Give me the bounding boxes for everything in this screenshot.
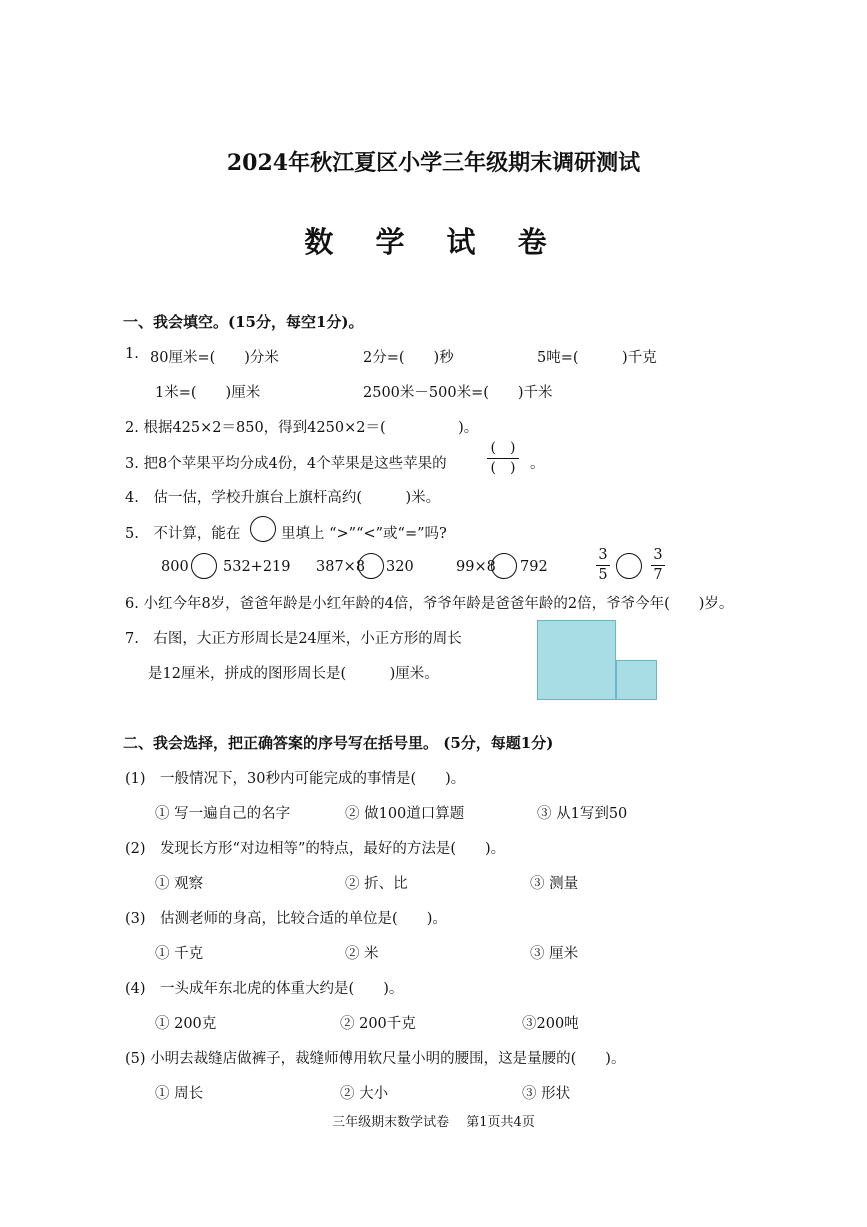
q1-item-e: 2500米－500米=( )千米 [363, 385, 553, 401]
mc3-option-1: ① 千克 [155, 946, 204, 962]
q5-fraction-a [596, 547, 610, 584]
q6-text: 6. 小红今年8岁，爸爸年龄是小红年龄的4倍，爷爷年龄是爸爸年龄的2倍，爷爷今年( )岁。 [125, 596, 734, 612]
q1-item-c: 5吨=( )千克 [537, 350, 657, 366]
q5-item1-circle[interactable] [191, 553, 217, 579]
q5-item3-right: 792 [520, 559, 548, 575]
q1-item-a: 80厘米=( )分米 [150, 350, 279, 366]
mc2-option-2: ② 折、比 [345, 876, 408, 892]
mc1-option-3: ③ 从1写到50 [537, 806, 628, 822]
mc4-option-1: ① 200克 [155, 1016, 217, 1032]
q5-item3-circle[interactable] [491, 553, 517, 579]
mc3-option-3: ③ 厘米 [530, 946, 579, 962]
q3-frac-bar [487, 458, 519, 459]
q5-frac-b-num: 3 [653, 547, 663, 563]
q5-item2-left: 387×8 [316, 559, 366, 575]
q5-pre: 5. 不计算，能在 [125, 526, 241, 542]
mc5-option-1: ① 周长 [155, 1086, 204, 1102]
section1-heading: 一、我会填空。(15分，每空1分)。 [123, 313, 364, 331]
exam-title: 2024年秋江夏区小学三年级期末调研测试 [226, 150, 641, 176]
q5-frac-b-den: 7 [653, 567, 663, 583]
q5-frac-a-den: 5 [598, 567, 608, 583]
q3-frac-top: ( ) [490, 440, 516, 456]
q1-number: 1. [125, 346, 139, 362]
q5-sample-circle [250, 516, 276, 542]
q7-big-square [537, 620, 616, 700]
q3-frac-bottom: ( ) [490, 460, 516, 476]
mc2-stem: (2) 发现长方形“对边相等”的特点，最好的方法是( )。 [125, 841, 506, 857]
mc4-option-3: ③200吨 [522, 1016, 579, 1032]
mc3-stem: (3) 估测老师的身高，比较合适的单位是( )。 [125, 911, 447, 927]
q5-item2-right: 320 [386, 559, 414, 575]
mc1-stem: (1) 一般情况下，30秒内可能完成的事情是( )。 [125, 771, 466, 787]
q5-post: 里填上 “>”“<”或“=”吗? [281, 526, 447, 542]
q3-text: 3. 把8个苹果平均分成4份，4个苹果是这些苹果的 [125, 456, 447, 472]
mc5-stem: (5) 小明去裁缝店做裤子，裁缝师傅用软尺量小明的腰围，这是量腰的( )。 [125, 1051, 626, 1067]
q5-item1-left: 800 [161, 559, 189, 575]
q1-item-d: 1米=( )厘米 [155, 385, 261, 401]
q7-line1: 7. 右图，大正方形周长是24厘米，小正方形的周长 [125, 631, 462, 647]
q7-line2: 是12厘米，拼成的图形周长是( )厘米。 [148, 666, 439, 682]
mc2-option-1: ① 观察 [155, 876, 204, 892]
mc1-option-1: ① 写一遍自己的名字 [155, 806, 291, 822]
mc5-option-3: ③ 形状 [522, 1086, 571, 1102]
q5-item4-circle[interactable] [616, 553, 642, 579]
q5-item3-left: 99×8 [456, 559, 496, 575]
mc3-option-2: ② 米 [345, 946, 379, 962]
q5-item1-right: 532+219 [223, 559, 291, 575]
q5-item2-circle[interactable] [358, 553, 384, 579]
mc1-option-2: ② 做100道口算题 [345, 806, 465, 822]
page-footer: 三年级期末数学试卷 第1页共4页 [332, 1115, 535, 1130]
q5-frac-b-bar [651, 565, 665, 566]
mc2-option-3: ③ 测量 [530, 876, 579, 892]
q5-frac-a-bar [596, 565, 610, 566]
q3-blank-fraction [483, 441, 523, 476]
q2-text: 2. 根据425×2＝850，得到4250×2＝( )。 [125, 420, 479, 436]
q5-fraction-b [651, 547, 665, 584]
mc5-option-2: ② 大小 [340, 1086, 389, 1102]
q7-small-square [616, 660, 657, 700]
mc4-stem: (4) 一头成年东北虎的体重大约是( )。 [125, 981, 404, 997]
exam-subtitle: 数 学 试 卷 [304, 225, 563, 259]
q5-frac-a-num: 3 [598, 547, 608, 563]
mc4-option-2: ② 200千克 [340, 1016, 416, 1032]
q3-end: 。 [530, 456, 545, 472]
q4-text: 4. 估一估，学校升旗台上旗杆高约( )米。 [125, 490, 441, 506]
section2-heading: 二、我会选择，把正确答案的序号写在括号里。 (5分，每题1分) [123, 734, 554, 752]
q1-item-b: 2分=( )秒 [363, 350, 454, 366]
